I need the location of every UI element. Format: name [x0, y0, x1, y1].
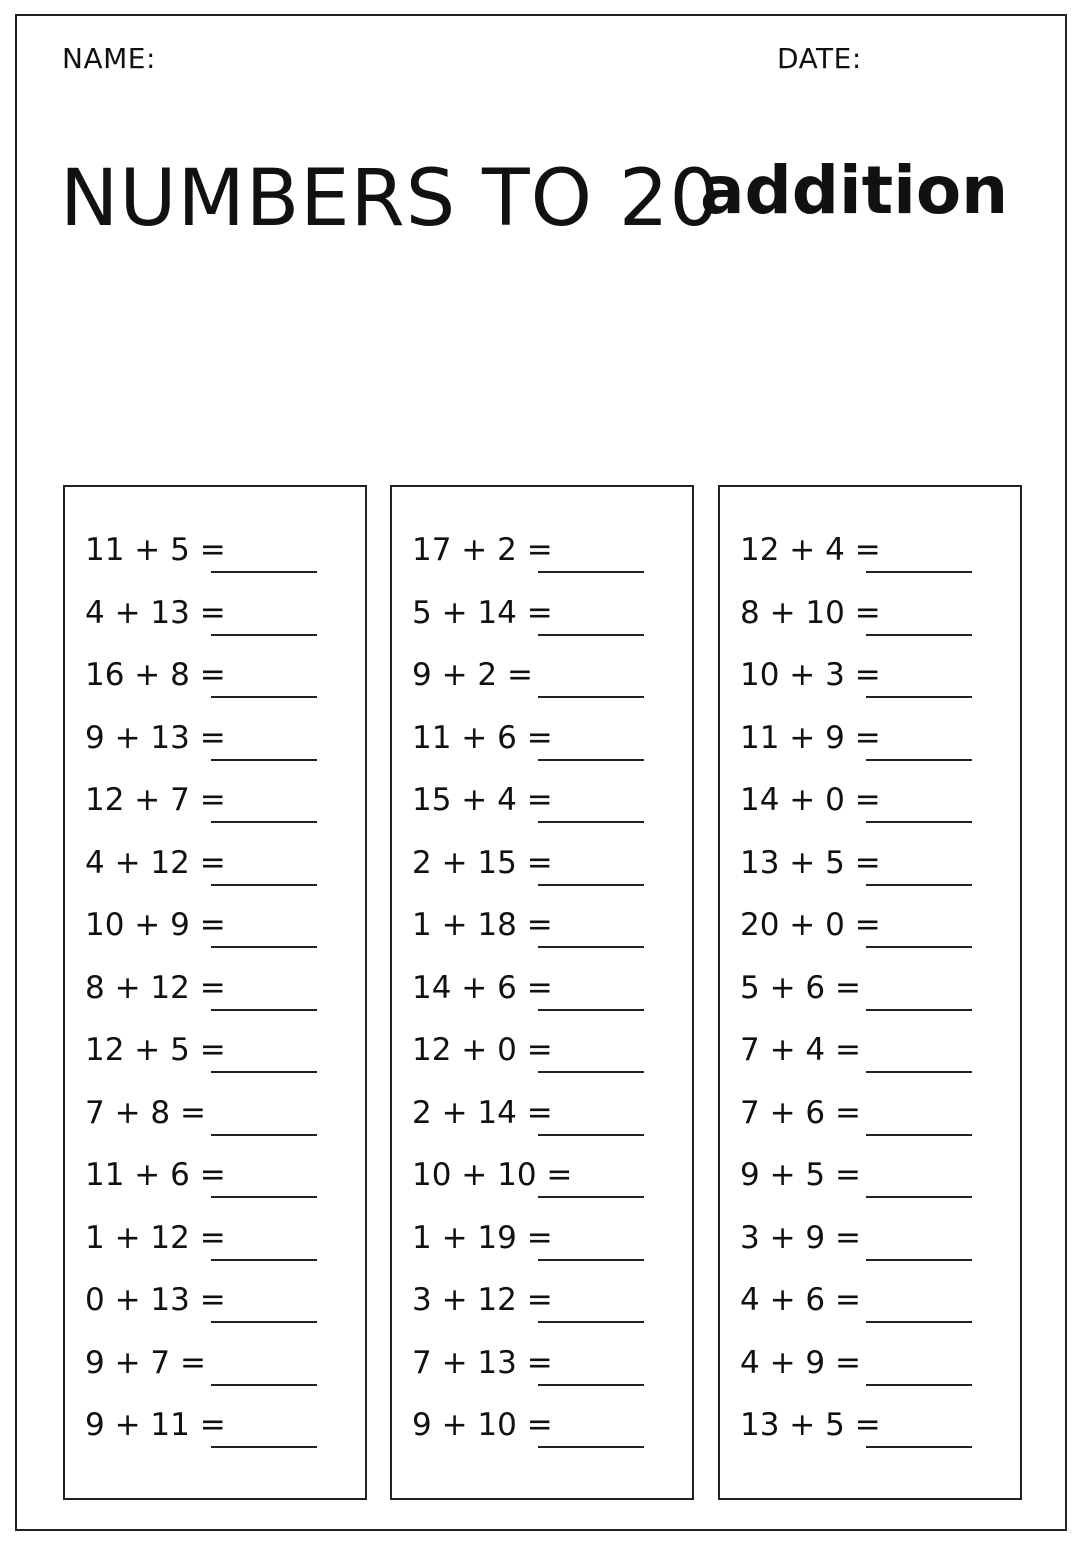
answer-blank[interactable]: [866, 696, 972, 698]
problem-expression: 5 + 14 =: [412, 594, 553, 631]
problem-row: [720, 902, 1020, 965]
problem-column-2: [390, 485, 694, 1500]
problem-expression: 10 + 9 =: [85, 907, 226, 943]
answer-blank[interactable]: [211, 821, 317, 823]
problem-expression: 11 + 5 =: [85, 532, 226, 568]
worksheet-subtitle: addition: [700, 152, 1009, 229]
answer-blank[interactable]: [211, 1196, 317, 1198]
problem-expression: 4 + 13 =: [85, 594, 226, 631]
problem-row: [65, 1277, 365, 1340]
worksheet-title: NUMBERS TO 20: [60, 154, 721, 244]
problem-row: [65, 1215, 365, 1278]
problem-expression: 20 + 0 =: [740, 907, 881, 943]
problem-row: [392, 652, 692, 715]
problem-row: [392, 902, 692, 965]
problem-expression: 9 + 7 =: [85, 1344, 206, 1381]
problem-row: [65, 1152, 365, 1215]
problem-expression: 9 + 13 =: [85, 719, 226, 756]
answer-blank[interactable]: [211, 1134, 317, 1136]
answer-blank[interactable]: [538, 946, 644, 948]
problem-row: [392, 1277, 692, 1340]
answer-blank[interactable]: [211, 884, 317, 886]
problem-row: [720, 527, 1020, 590]
problem-row: [720, 1152, 1020, 1215]
problem-expression: 11 + 6 =: [85, 1157, 226, 1193]
problem-row: [65, 1027, 365, 1090]
problem-expression: 4 + 12 =: [85, 844, 226, 881]
answer-blank[interactable]: [538, 1321, 644, 1323]
problem-row: [65, 652, 365, 715]
problem-expression: 10 + 3 =: [740, 657, 881, 693]
problem-row: [65, 715, 365, 778]
problem-expression: 0 + 13 =: [85, 1282, 226, 1318]
problem-expression: 1 + 18 =: [412, 907, 553, 943]
problem-row: [65, 1340, 365, 1403]
answer-blank[interactable]: [211, 946, 317, 948]
answer-blank[interactable]: [538, 821, 644, 823]
problem-expression: 1 + 19 =: [412, 1219, 553, 1256]
problem-row: [720, 1340, 1020, 1403]
problem-expression: 7 + 8 =: [85, 1094, 206, 1131]
answer-blank[interactable]: [866, 1071, 972, 1073]
answer-blank[interactable]: [866, 1009, 972, 1011]
problem-expression: 10 + 10 =: [412, 1157, 573, 1193]
answer-blank[interactable]: [211, 759, 317, 761]
answer-blank[interactable]: [866, 1321, 972, 1323]
problem-row: [392, 715, 692, 778]
answer-blank[interactable]: [538, 1446, 644, 1448]
problem-row: [720, 1215, 1020, 1278]
answer-blank[interactable]: [866, 1446, 972, 1448]
problem-expression: 17 + 2 =: [412, 532, 553, 568]
answer-blank[interactable]: [538, 1384, 644, 1386]
problem-expression: 12 + 5 =: [85, 1032, 226, 1068]
problem-expression: 13 + 5 =: [740, 844, 881, 881]
problem-expression: 9 + 2 =: [412, 657, 533, 693]
problem-expression: 9 + 5 =: [740, 1157, 861, 1193]
problem-row: [720, 1277, 1020, 1340]
problem-row: [720, 715, 1020, 778]
answer-blank[interactable]: [538, 759, 644, 761]
answer-blank[interactable]: [538, 1259, 644, 1261]
problem-column-3: [718, 485, 1022, 1500]
answer-blank[interactable]: [211, 571, 317, 573]
problem-row: [392, 965, 692, 1028]
problem-expression: 16 + 8 =: [85, 657, 226, 693]
problem-expression: 2 + 15 =: [412, 844, 553, 881]
problem-expression: 12 + 4 =: [740, 532, 881, 568]
problem-row: [65, 1402, 365, 1465]
problem-row: [720, 1027, 1020, 1090]
problem-row: [720, 840, 1020, 903]
problem-expression: 13 + 5 =: [740, 1407, 881, 1443]
answer-blank[interactable]: [211, 1384, 317, 1386]
answer-blank[interactable]: [211, 1071, 317, 1073]
answer-blank[interactable]: [538, 1134, 644, 1136]
problem-list: [65, 527, 365, 1465]
problem-row: [392, 1402, 692, 1465]
answer-blank[interactable]: [211, 634, 317, 636]
problem-row: [392, 840, 692, 903]
answer-blank[interactable]: [866, 1134, 972, 1136]
problem-expression: 1 + 12 =: [85, 1219, 226, 1256]
answer-blank[interactable]: [866, 634, 972, 636]
problem-expression: 12 + 0 =: [412, 1032, 553, 1068]
problem-expression: 4 + 9 =: [740, 1344, 861, 1381]
answer-blank[interactable]: [211, 1259, 317, 1261]
problem-row: [65, 527, 365, 590]
problem-expression: 12 + 7 =: [85, 782, 226, 818]
answer-blank[interactable]: [866, 821, 972, 823]
answer-blank[interactable]: [538, 571, 644, 573]
problem-expression: 7 + 6 =: [740, 1094, 861, 1131]
answer-blank[interactable]: [866, 884, 972, 886]
problem-row: [65, 902, 365, 965]
problem-expression: 7 + 4 =: [740, 1032, 861, 1068]
problem-row: [720, 1090, 1020, 1153]
problem-expression: 5 + 6 =: [740, 969, 861, 1006]
problem-expression: 2 + 14 =: [412, 1094, 553, 1131]
problem-row: [65, 590, 365, 653]
problem-row: [65, 965, 365, 1028]
problem-expression: 9 + 10 =: [412, 1407, 553, 1443]
problem-expression: 4 + 6 =: [740, 1282, 861, 1318]
problem-expression: 7 + 13 =: [412, 1344, 553, 1381]
problem-expression: 8 + 12 =: [85, 969, 226, 1006]
answer-blank[interactable]: [211, 1446, 317, 1448]
answer-blank[interactable]: [538, 1009, 644, 1011]
problem-row: [65, 840, 365, 903]
problem-row: [720, 652, 1020, 715]
problem-row: [392, 1152, 692, 1215]
answer-blank[interactable]: [866, 946, 972, 948]
problem-row: [65, 1090, 365, 1153]
answer-blank[interactable]: [866, 1196, 972, 1198]
problem-row: [720, 1402, 1020, 1465]
problem-row: [720, 590, 1020, 653]
problem-row: [392, 1340, 692, 1403]
problem-row: [392, 590, 692, 653]
answer-blank[interactable]: [866, 1259, 972, 1261]
answer-blank[interactable]: [866, 1384, 972, 1386]
answer-blank[interactable]: [538, 884, 644, 886]
problem-expression: 11 + 6 =: [412, 719, 553, 756]
problem-list: [392, 527, 692, 1465]
problem-list: [720, 527, 1020, 1465]
answer-blank[interactable]: [211, 1009, 317, 1011]
answer-blank[interactable]: [866, 571, 972, 573]
problem-row: [392, 1027, 692, 1090]
problem-expression: 9 + 11 =: [85, 1407, 226, 1443]
problem-column-1: [63, 485, 367, 1500]
answer-blank[interactable]: [211, 696, 317, 698]
answer-blank[interactable]: [538, 634, 644, 636]
problem-row: [392, 1215, 692, 1278]
problem-expression: 11 + 9 =: [740, 719, 881, 756]
problem-row: [392, 527, 692, 590]
answer-blank[interactable]: [866, 759, 972, 761]
problem-expression: 14 + 6 =: [412, 969, 553, 1006]
answer-blank[interactable]: [538, 1196, 644, 1198]
answer-blank[interactable]: [538, 696, 644, 698]
problem-expression: 14 + 0 =: [740, 782, 881, 818]
answer-blank[interactable]: [538, 1071, 644, 1073]
problem-row: [392, 1090, 692, 1153]
problem-expression: 8 + 10 =: [740, 594, 881, 631]
problem-expression: 15 + 4 =: [412, 782, 553, 818]
problem-row: [392, 777, 692, 840]
problem-row: [65, 777, 365, 840]
answer-blank[interactable]: [211, 1321, 317, 1323]
date-label: DATE:: [777, 42, 862, 75]
problem-row: [720, 965, 1020, 1028]
problem-row: [720, 777, 1020, 840]
problem-expression: 3 + 12 =: [412, 1282, 553, 1318]
name-label: NAME:: [62, 42, 156, 75]
problem-expression: 3 + 9 =: [740, 1219, 861, 1256]
